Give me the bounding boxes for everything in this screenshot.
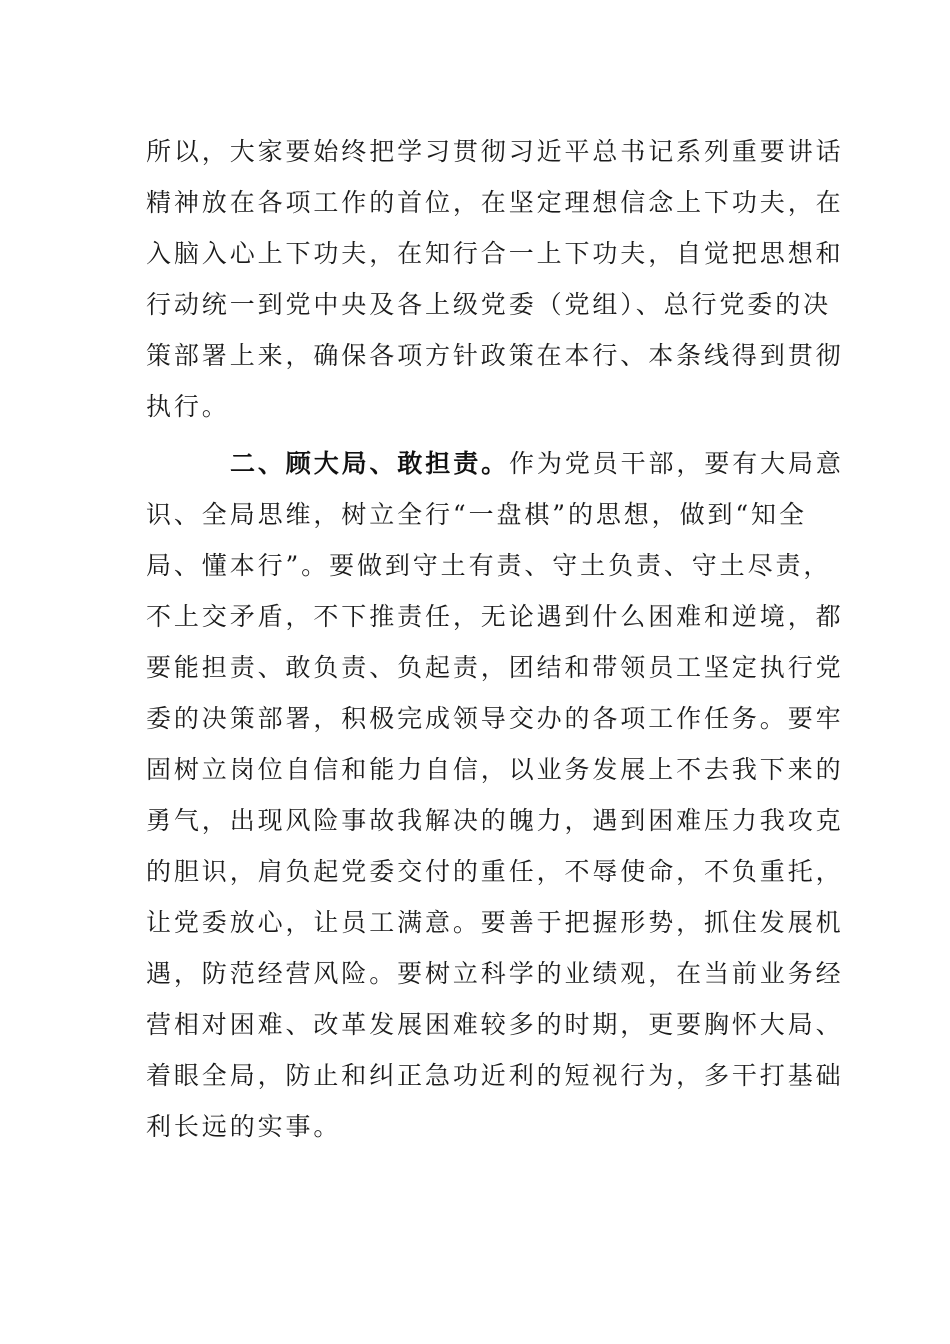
paragraph-2-line-9: 的胆识，肩负起党委交付的重任，不辱使命，不负重托， bbox=[146, 857, 844, 886]
section-heading: 二、顾大局、敢担责。 bbox=[230, 449, 510, 478]
paragraph-2-line-4: 不上交矛盾，不下推责任，无论遇到什么困难和逆境，都 bbox=[146, 602, 844, 631]
paragraph-2-line-11: 遇，防范经营风险。要树立科学的业绩观，在当前业务经 bbox=[146, 959, 844, 988]
paragraph-2-line-7: 固树立岗位自信和能力自信，以业务发展上不去我下来的 bbox=[146, 755, 844, 784]
paragraph-2-line-13: 着眼全局，防止和纠正急功近利的短视行为，多干打基础 bbox=[146, 1061, 844, 1090]
paragraph-1-line-2: 精神放在各项工作的首位，在坚定理想信念上下功夫，在 bbox=[146, 188, 844, 217]
paragraph-2-line-6: 委的决策部署，积极完成领导交办的各项工作任务。要牢 bbox=[146, 704, 844, 733]
paragraph-2-line-5: 要能担责、敢负责、负起责，团结和带领员工坚定执行党 bbox=[146, 653, 844, 682]
paragraph-2-line-14: 利长远的实事。 bbox=[146, 1112, 342, 1141]
paragraph-1-line-6: 执行。 bbox=[146, 392, 230, 421]
paragraph-2-line-1 bbox=[230, 438, 844, 490]
paragraph-1-line-1: 所以，大家要始终把学习贯彻习近平总书记系列重要讲话 bbox=[146, 137, 844, 166]
paragraph-1-line-4: 行动统一到党中央及各上级党委（党组）、总行党委的决 bbox=[146, 290, 832, 319]
paragraph-2-line-3: 局、懂本行”。要做到守土有责、守土负责、守土尽责， bbox=[146, 551, 832, 580]
paragraph-1-line-3: 入脑入心上下功夫，在知行合一上下功夫，自觉把思想和 bbox=[146, 239, 844, 268]
paragraph-2-line-1-text: 作为党员干部，要有大局意 bbox=[509, 449, 844, 478]
paragraph-2-line-8: 勇气，出现风险事故我解决的魄力，遇到困难压力我攻克 bbox=[146, 806, 844, 835]
paragraph-2-line-12: 营相对困难、改革发展困难较多的时期，更要胸怀大局、 bbox=[146, 1010, 844, 1039]
paragraph-1-line-5: 策部署上来，确保各项方针政策在本行、本条线得到贯彻 bbox=[146, 341, 844, 370]
paragraph-2-line-10: 让党委放心，让员工满意。要善于把握形势，抓住发展机 bbox=[146, 908, 844, 937]
paragraph-2-line-2: 识、全局思维，树立全行“一盘棋”的思想，做到“知全 bbox=[146, 500, 807, 529]
